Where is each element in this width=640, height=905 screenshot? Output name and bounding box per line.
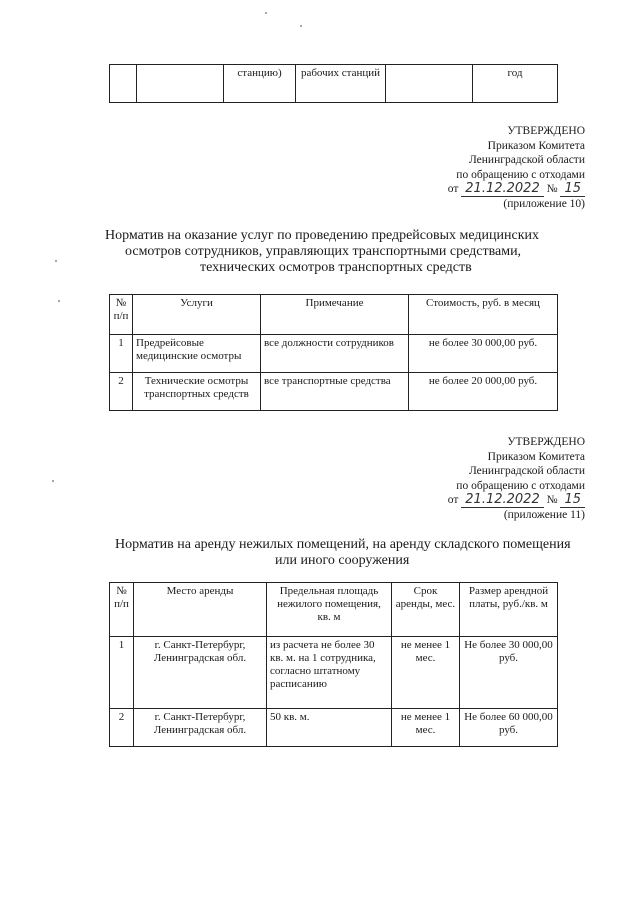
table-inspections (109, 294, 558, 411)
row-rent: Не более 60 000,00 руб. (460, 709, 558, 747)
row-location: г. Санкт-Петербург, Ленинградская обл. (134, 637, 267, 709)
row-term: не менее 1 мес. (392, 637, 460, 709)
header-num: № п/п (110, 583, 134, 637)
top-cell-2: станцию) (224, 65, 296, 103)
scan-speck (58, 300, 60, 302)
header-area: Предельная площадь нежилого помещения, кв. м (267, 583, 392, 637)
approval-org: Ленинградской области (468, 154, 585, 166)
handwritten-date: 21.12.2022 (461, 492, 543, 508)
approval-date-line (448, 182, 585, 197)
title-line-2: или иного сооружения (275, 553, 410, 568)
title-line-2: осмотров сотрудников, управляющих транспортными средствами, (125, 244, 522, 259)
top-cell-3: рабочих станций (296, 65, 386, 103)
table-header-row (110, 295, 558, 335)
header-term: Срок аренды, мес. (392, 583, 460, 637)
title-line-3: технических осмотров транспортных средств (200, 260, 472, 275)
table-row (110, 637, 558, 709)
header-services: Услуги (133, 295, 261, 335)
approval-dept: по обращению с отходами (456, 168, 585, 181)
top-table-fragment (109, 64, 558, 103)
row-area: из расчета не более 30 кв. м. на 1 сотрудника, согласно штатному расписанию (267, 637, 392, 709)
approval-heading: УТВЕРЖДЕНО (507, 125, 585, 137)
scan-speck (300, 25, 302, 27)
date-prefix: от (447, 183, 459, 195)
approval-dept: по обращению с отходами (456, 479, 585, 492)
handwritten-number: 15 (560, 492, 585, 508)
approval-org: Ленинградской области (468, 465, 585, 477)
header-cost: Стоимость, руб. в месяц (409, 295, 558, 335)
row-cost: не более 30 000,00 руб. (409, 335, 558, 373)
title-line-1: Норматив на оказание услуг по проведению предрейсовых медицинских (105, 228, 540, 243)
table-row (110, 335, 558, 373)
header-location: Место аренды (134, 583, 267, 637)
top-cell-1 (137, 65, 224, 103)
table-row (110, 709, 558, 747)
title-medical-inspections (105, 228, 585, 276)
row-term: не менее 1 мес. (392, 709, 460, 747)
appendix-label: (приложение 10) (503, 197, 585, 210)
top-cell-0 (110, 65, 137, 103)
top-cell-5: год (473, 65, 558, 103)
row-service: Технические осмотры транспортных средств (133, 373, 261, 411)
header-num: № п/п (110, 295, 133, 335)
handwritten-date: 21.12.2022 (461, 181, 543, 197)
row-note: все транспортные средства (261, 373, 409, 411)
scan-speck (55, 260, 57, 262)
row-num: 1 (110, 637, 134, 709)
title-line-1: Норматив на аренду нежилых помещений, на аренду складского помещения (115, 537, 571, 552)
approval-heading: УТВЕРЖДЕНО (507, 436, 585, 448)
row-rent: Не более 30 000,00 руб. (460, 637, 558, 709)
number-label: № (546, 183, 558, 195)
approval-block-11 (448, 435, 585, 522)
row-location: г. Санкт-Петербург, Ленинградская обл. (134, 709, 267, 747)
table-rental (109, 582, 558, 747)
table-row (110, 373, 558, 411)
approval-order: Приказом Комитета (487, 450, 585, 463)
scan-speck (52, 480, 54, 482)
row-num: 2 (110, 709, 134, 747)
number-label: № (546, 494, 558, 506)
header-note: Примечание (261, 295, 409, 335)
row-num: 2 (110, 373, 133, 411)
row-note: все должности сотрудников (261, 335, 409, 373)
table-header-row (110, 583, 558, 637)
title-rental (105, 537, 585, 569)
scan-speck (265, 12, 267, 14)
approval-block-10 (448, 124, 585, 211)
approval-date-line (448, 493, 585, 508)
handwritten-number: 15 (560, 181, 585, 197)
header-rent: Размер арендной платы, руб./кв. м (460, 583, 558, 637)
top-cell-4 (386, 65, 473, 103)
row-num: 1 (110, 335, 133, 373)
appendix-label: (приложение 11) (503, 508, 585, 521)
row-service: Предрейсовые медицинские осмотры (133, 335, 261, 373)
row-cost: не более 20 000,00 руб. (409, 373, 558, 411)
row-area: 50 кв. м. (267, 709, 392, 747)
date-prefix: от (447, 494, 459, 506)
approval-order: Приказом Комитета (487, 139, 585, 152)
